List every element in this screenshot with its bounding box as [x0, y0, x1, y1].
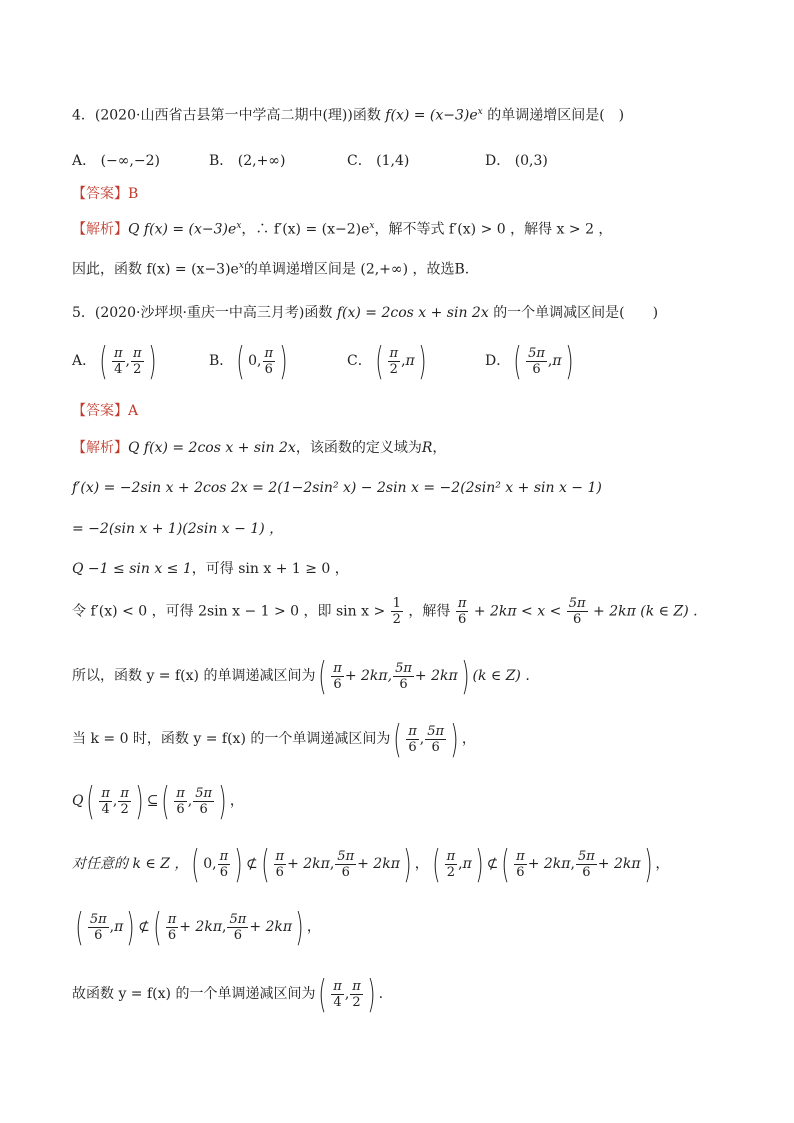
- q5-analysis-line4: Q −1 ≤ sin x ≤ 1，可得 sin x + 1 ≥ 0 ，: [72, 561, 349, 577]
- q4-option-c: C． (1,4): [347, 153, 410, 169]
- q5-option-c: C．( $\frac{\pi}{2}$ ,π): [347, 339, 427, 383]
- q5-answer: 【答案】A: [72, 403, 139, 419]
- q5-analysis-line8: Q( $\frac{\pi}{4}$ , $\frac{\pi}{2}$ ) ⊆( $\frac{\pi}{6}$ , $\frac{5\pi}{6}$ ) ，: [72, 779, 244, 823]
- q4-answer: 【答案】B: [72, 186, 139, 202]
- q5-analysis-line5: 令 f′(x) < 0 ，可得 2sin x − 1 > 0 ，即 sin x > $\frac{1}{2}$ ，解得 $\frac{\pi}{6}$ + 2kπ < x < $\frac{5\pi}{6}$ + 2kπ (k ∈ Z) .: [72, 596, 698, 627]
- q4-analysis-line2: 因此，函数 $f(x) = (x-3)e^x$的单调递增区间是 (2,+∞) ，故选B.: [72, 261, 470, 278]
- q5-analysis-line2: f′(x) = −2sin x + 2cos 2x = 2(1−2sin² x) − 2sin x = −2(2sin² x + sin x − 1): [72, 480, 602, 496]
- q4-option-d: D． (0,3): [485, 153, 548, 169]
- q5-analysis-line1: 【解析】Q f(x) = 2cos x + sin 2x，该函数的定义域为R，: [72, 440, 447, 456]
- q5-analysis-line7: 当 k = 0 时，函数 y = f(x) 的一个单调递减区间为( $\frac{\pi}{6}$ , $\frac{5\pi}{6}$ ) ，: [72, 717, 476, 761]
- q5-analysis-line9: 对任意的 k ∈ Z ，( 0, $\frac{\pi}{6}$ ) ⊄( $\frac{\pi}{6}$ + 2kπ, $\frac{5\pi}{6}$ + 2kπ) ，( $\frac{\pi}{2}$ ,π) ⊄( $\frac{\pi}{6}$ + 2kπ, $\frac{5\pi}{6}$ + 2kπ) ，: [72, 842, 670, 886]
- q5-option-a: A．( $\frac{\pi}{4}$ , $\frac{\pi}{2}$ ): [72, 339, 156, 383]
- q5-analysis-line11: 故函数 y = f(x) 的一个单调递减区间为( $\frac{\pi}{4}$ , $\frac{\pi}{2}$ ) .: [72, 972, 384, 1016]
- q4-option-a: A． (−∞,−2): [72, 153, 160, 169]
- q4-stem: 4．(2020·山西省古县第一中学高二期中(理))函数 $f(x) = (x-3)e^x$ 的单调递增区间是( ): [72, 107, 625, 124]
- q5-option-d: D．( $\frac{5\pi}{6}$ ,π): [485, 339, 574, 383]
- q5-analysis-line6: 所以，函数 y = f(x) 的单调递减区间为( $\frac{\pi}{6}$ + 2kπ, $\frac{5\pi}{6}$ + 2kπ) (k ∈ Z) .: [72, 654, 530, 698]
- q5-stem: 5．(2020·沙坪坝·重庆一中高三月考)函数 f(x) = 2cos x + sin 2x 的一个单调减区间是( ): [72, 305, 659, 321]
- q5-option-b: B．( 0, $\frac{\pi}{6}$ ): [209, 339, 288, 383]
- q4-analysis-line1: 【解析】Q $f(x) = (x-3)e^x$，∴ $f'(x) = (x-2)e^x$，解不等式 f′(x) > 0 ，解得 x > 2 ，: [72, 221, 613, 238]
- q5-analysis-line3: = −2(sin x + 1)(2sin x − 1) ，: [72, 521, 284, 537]
- q4-option-b: B． (2,+∞): [209, 153, 286, 169]
- q5-analysis-line10: ( $\frac{5\pi}{6}$ ,π) ⊄( $\frac{\pi}{6}$ + 2kπ, $\frac{5\pi}{6}$ + 2kπ) ，: [75, 905, 321, 949]
